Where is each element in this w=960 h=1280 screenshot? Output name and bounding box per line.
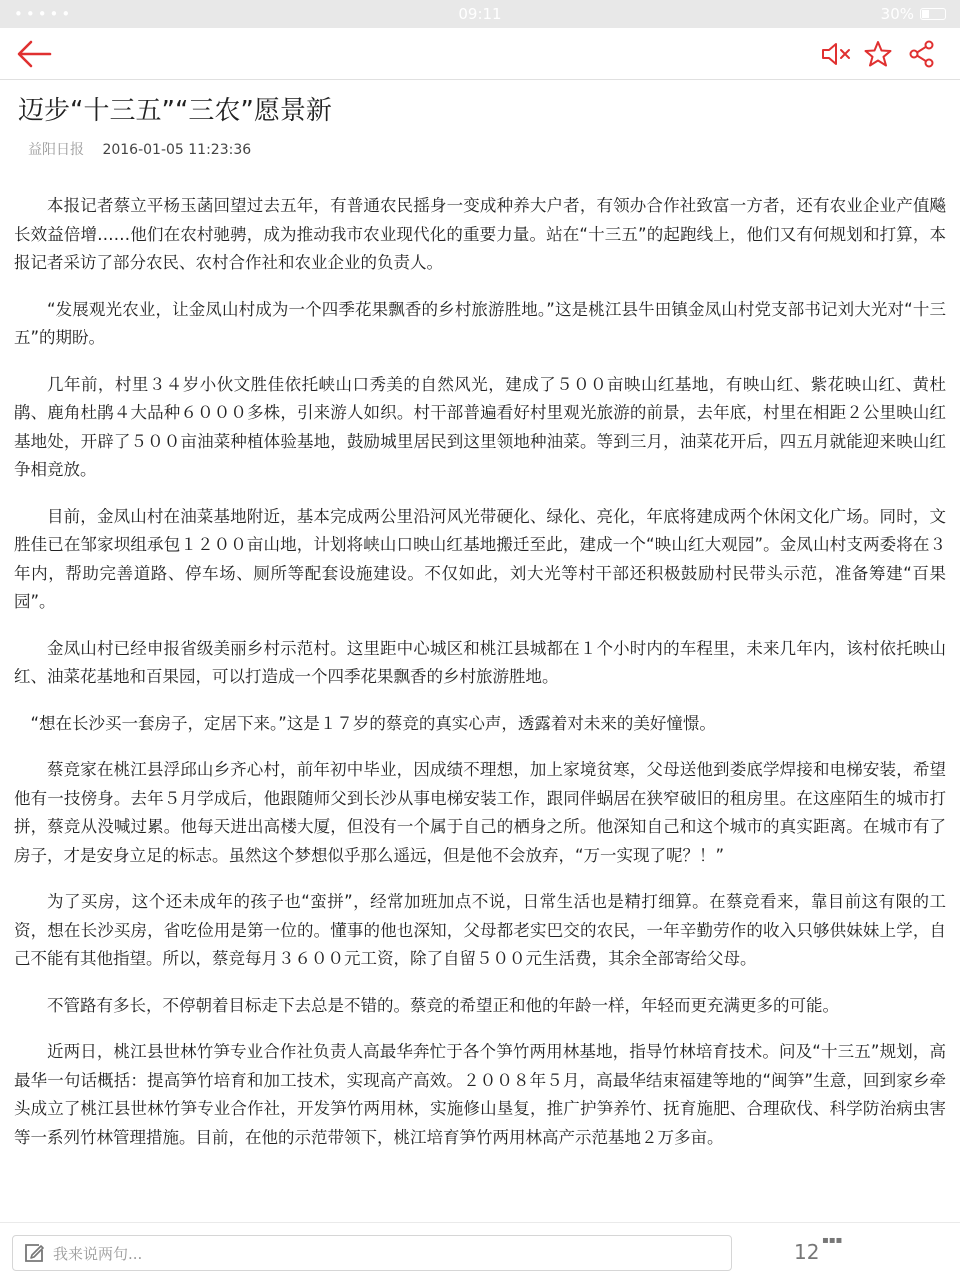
article-source: 益阳日报 xyxy=(28,142,84,158)
comment-input[interactable] xyxy=(12,1235,732,1271)
favorite-button[interactable] xyxy=(858,36,898,72)
status-time: 09:11 xyxy=(458,5,502,23)
article-body xyxy=(14,192,946,1222)
article-paragraph: 本报记者蔡立平杨玉菡回望过去五年，有普通农民摇身一变成种养大户者，有领办合作社致富一方者，还有农业企业产值飚长效益倍增……他们在农村驰骋，成为推动我市农业现代化的重要力量。站在“十三五”的起跑线上，他们又有何规划和打算，本报记者采访了部分农民、农村合作社和农业企业的负责人。 xyxy=(14,196,946,272)
status-bar xyxy=(0,0,960,28)
nav-bar xyxy=(0,28,960,80)
comment-bubble-icon: ▪▪▪ xyxy=(822,1235,843,1246)
back-button[interactable] xyxy=(14,36,54,72)
article-meta xyxy=(28,139,251,159)
star-icon xyxy=(863,39,893,69)
article-title: 迈步“十三五”“三农”愿景新 xyxy=(18,96,332,126)
article-paragraph: 不管路有多长，不停朝着目标走下去总是不错的。蔡竞的希望正和他的年龄一样，年轻而更充满更多的可能。 xyxy=(47,995,839,1015)
article-paragraph: 几年前，村里３４岁小伙文胜佳依托峡山口秀美的自然风光，建成了５００亩映山红基地，有映山红、紫花映山红、黄杜鹃、鹿角杜鹃４大品种６０００多株，引来游人如织。村干部普遍看好村里观光旅游的前景，去年底，村里在相距２公里映山红基地处，开辟了５００亩油菜种植体验基地，鼓励城里居民到这里领地种油菜。等到三月，油菜花开后，四五月就能迎来映山红争相竞放。 xyxy=(14,374,946,479)
share-icon xyxy=(907,39,937,69)
back-arrow-icon xyxy=(16,39,52,69)
article-paragraph: 蔡竞家在桃江县浮邱山乡齐心村，前年初中毕业，因成绩不理想，加上家境贫寒，父母送他到娄底学焊接和电梯安装，希望他有一技傍身。去年５月学成后，他跟随师父到长沙从事电梯安装工作，跟同伴蜗居在狭窄破旧的租房里。在这座陌生的城市打拼，蔡竞从没喊过累。他每天进出高楼大厦，但没有一个属于自己的栖身之所。他深知自己和这个城市的真实距离。在城市有了房子，才是安身立足的标志。虽然这个梦想似乎那么遥远，但是他不会放弃，“万一实现了呢？！” xyxy=(14,760,946,865)
battery-icon xyxy=(920,8,946,20)
article-paragraph: 金凤山村已经申报省级美丽乡村示范村。这里距中心城区和桃江县城都在１个小时内的车程里，未来几年内，该村依托映山红、油菜花基地和百果园，可以打造成一个四季花果飘香的乡村旅游胜地。 xyxy=(14,638,946,686)
battery-percent: 30% xyxy=(880,5,914,23)
article-paragraph: 近两日，桃江县世林竹笋专业合作社负责人高最华奔忙于各个笋竹两用林基地，指导竹林培育技术。问及“十三五”规划，高最华一句话概括：提高笋竹培育和加工技术，实现高产高效。２００８年５月，高最华结束福建等地的“闽笋”生意，回到家乡牵头成立了桃江县世林竹笋专业合作社，开发笋竹两用林，实施修山垦复，推广护笋养竹、抚育施肥、合理砍伐、科学防治病虫害等一系列竹林管理措施。目前，在他的示范带领下，桃江培育笋竹两用林高产示范基地２万多亩。 xyxy=(14,1042,946,1147)
article-paragraph: 目前，金凤山村在油菜基地附近，基本完成两公里沿河风光带硬化、绿化、亮化，年底将建成两个休闲文化广场。同时，文胜佳已在邹家坝组承包１２００亩山地，计划将峡山口映山红基地搬迁至此，建成一个“映山红大观园”。金凤山村支两委将在３年内，帮助完善道路、停车场、厕所等配套设施建设。不仅如此，刘大光等村干部还积极鼓励村民带头示范，准备筹建“百果园”。 xyxy=(14,506,946,611)
signal-indicator: ••••• xyxy=(14,5,74,23)
comment-count[interactable]: 12 xyxy=(794,1240,820,1264)
mute-button[interactable] xyxy=(816,36,856,72)
comment-placeholder: 我来说两句... xyxy=(53,1244,143,1263)
article-paragraph: “想在长沙买一套房子，定居下来。”这是１７岁的蔡竞的真实心声，透露着对未来的美好憧憬。 xyxy=(30,713,716,733)
battery-indicator xyxy=(881,5,946,23)
article-paragraph: “发展观光农业，让金凤山村成为一个四季花果飘香的乡村旅游胜地。”这是桃江县牛田镇金凤山村党支部书记刘大光对“十三五”的期盼。 xyxy=(14,299,946,347)
edit-icon xyxy=(23,1242,45,1264)
article-paragraph: 为了买房，这个还未成年的孩子也“蛮拼”，经常加班加点不说，日常生活也是精打细算。在蔡竞看来，靠目前这有限的工资，想在长沙买房，省吃俭用是第一位的。懂事的他也深知，父母都老实巴交的农民，一年辛勤劳作的收入只够供妹妹上学，自己不能有其他指望。所以，蔡竞每月３６００元工资，除了自留５００元生活费，其余全部寄给父母。 xyxy=(14,892,946,968)
share-button[interactable] xyxy=(902,36,942,72)
speaker-mute-icon xyxy=(819,40,853,68)
comment-bar xyxy=(0,1222,960,1280)
article-timestamp: 2016-01-05 11:23:36 xyxy=(102,142,252,158)
